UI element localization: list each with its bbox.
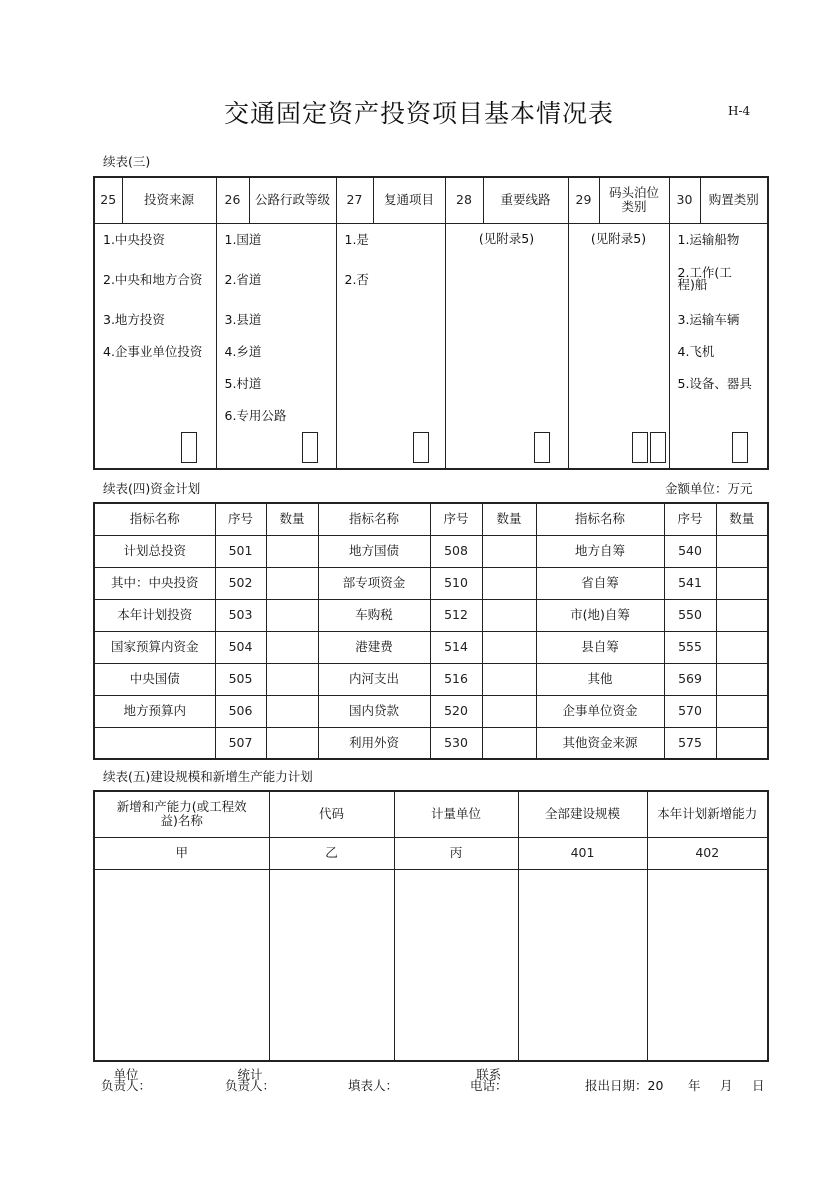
indicator-name: 内河支出 [318,663,430,695]
unit-head-field [101,1069,151,1093]
header-qty: 数量 [716,503,768,535]
indicator-seq: 505 [215,663,266,695]
col28-number: 28 [445,177,483,223]
header-name: 指标名称 [318,503,430,535]
option: 1.国道 [224,231,262,247]
col30-options [669,223,768,469]
option: 1.是 [344,231,369,247]
indicator-name: 国家预算内资金 [94,631,215,663]
header-seq: 序号 [430,503,482,535]
page-title: 交通固定资产投资项目基本情况表 [223,99,614,128]
indicator-name: 中央国债 [94,663,215,695]
indicator-seq: 541 [664,567,716,599]
header-qty: 数量 [266,503,318,535]
header-capacity-name-text: 新增和产能力(或工程效益)名称 [116,799,247,829]
indicator-seq: 569 [664,663,716,695]
option: 2.中央和地方合资 [103,271,203,287]
report-date-label: 报出日期：20 [585,1078,664,1093]
indicator-name: 地方预算内 [94,695,215,727]
code-cell: 402 [647,837,768,869]
option: 4.乡道 [224,343,262,359]
indicator-seq: 508 [430,535,482,567]
phone-field [470,1069,508,1093]
indicator-qty-input[interactable] [482,535,536,567]
col26-code-box[interactable] [302,432,318,463]
phone-line2: 电话： [470,1078,508,1093]
indicator-name: 车购税 [318,599,430,631]
indicator-seq: 520 [430,695,482,727]
indicator-qty-input[interactable] [716,535,768,567]
indicator-name: 港建费 [318,631,430,663]
indicator-qty-input[interactable] [266,663,318,695]
fund-row [94,535,768,567]
col26-number: 26 [216,177,249,223]
col27-header: 复通项目 [373,177,445,223]
col30-code-box[interactable] [732,432,748,463]
indicator-name: 地方自筹 [536,535,664,567]
indicator-name: 部专项资金 [318,567,430,599]
indicator-seq: 501 [215,535,266,567]
indicator-qty-input[interactable] [482,727,536,759]
input-cell[interactable] [647,869,768,1061]
col28-code-box[interactable] [534,432,550,463]
unit-head-line2: 负责人： [101,1078,152,1093]
indicator-name: 地方国债 [318,535,430,567]
col25-options [94,223,216,469]
indicator-seq: 502 [215,567,266,599]
indicator-name: 市(地)自筹 [536,599,664,631]
indicator-seq: 503 [215,599,266,631]
indicator-seq: 540 [664,535,716,567]
indicator-qty-input[interactable] [716,599,768,631]
section3-options-row [94,223,768,469]
col29-note: (见附录5) [590,230,647,246]
code-cell: 甲 [94,837,269,869]
col28-header: 重要线路 [483,177,568,223]
unit-head-line1: 单位 [113,1067,139,1082]
header-seq: 序号 [664,503,716,535]
amount-unit: 金额单位：万元 [665,481,753,496]
indicator-seq: 506 [215,695,266,727]
indicator-qty-input[interactable] [482,599,536,631]
header-code: 代码 [269,791,394,837]
option: 5.村道 [224,375,262,391]
option: 6.专用公路 [224,407,287,423]
indicator-seq: 507 [215,727,266,759]
indicator-seq: 512 [430,599,482,631]
header-name: 指标名称 [536,503,664,535]
col25-header: 投资来源 [122,177,216,223]
indicator-qty-input[interactable] [266,599,318,631]
indicator-name: 其中：中央投资 [94,567,215,599]
section5-code-row [94,837,768,869]
section4-label: 续表(四)资金计划 [103,481,201,496]
indicator-name: 企事单位资金 [536,695,664,727]
indicator-seq: 514 [430,631,482,663]
indicator-qty-input[interactable] [716,567,768,599]
section3-header-row [94,177,768,223]
stat-head-label [225,1069,275,1091]
indicator-qty-input[interactable] [482,631,536,663]
indicator-qty-input[interactable] [266,567,318,599]
option: 3.运输车辆 [677,311,740,327]
option: 2.省道 [224,271,262,287]
code-cell: 丙 [394,837,518,869]
filler-label: 填表人： [348,1078,399,1093]
fund-row [94,567,768,599]
indicator-qty-input[interactable] [716,727,768,759]
col28-note: (见附录5) [478,230,535,246]
option: 4.企事业单位投资 [103,343,203,359]
header-capacity-name [94,791,269,837]
indicator-name: 省自筹 [536,567,664,599]
fund-row [94,695,768,727]
indicator-name: 本年计划投资 [94,599,215,631]
option: 5.设备、器具 [677,375,752,391]
col27-number: 27 [336,177,373,223]
col29-code-box-2[interactable] [650,432,666,463]
indicator-qty-input[interactable] [482,663,536,695]
indicator-seq: 530 [430,727,482,759]
section3-table [93,176,769,470]
fund-row [94,631,768,663]
input-cell[interactable] [94,869,269,1061]
input-cell[interactable] [394,869,518,1061]
col25-number: 25 [94,177,122,223]
option: 2.否 [344,271,369,287]
indicator-qty-input[interactable] [266,631,318,663]
option: 3.地方投资 [103,311,165,327]
phone-line1: 联系 [476,1067,502,1082]
section4-table [93,502,769,760]
header-unit: 计量单位 [394,791,518,837]
indicator-seq: 510 [430,567,482,599]
section4-header-row [94,503,768,535]
indicator-seq: 550 [664,599,716,631]
indicator-qty-input[interactable] [716,695,768,727]
section3-label: 续表(三) [103,154,151,169]
fund-row [94,599,768,631]
unit-head-label [101,1069,151,1091]
col29-header [599,177,669,223]
indicator-qty-input[interactable] [266,727,318,759]
indicator-seq: 570 [664,695,716,727]
indicator-qty-input[interactable] [482,567,536,599]
month-label: 月 [720,1078,733,1093]
section5-data-row [94,869,768,1061]
col25-code-box[interactable] [181,432,197,463]
indicator-qty-input[interactable] [716,631,768,663]
indicator-qty-input[interactable] [266,535,318,567]
fund-row [94,663,768,695]
indicator-seq: 504 [215,631,266,663]
header-qty: 数量 [482,503,536,535]
option: 1.运输船物 [677,231,740,247]
indicator-qty-input[interactable] [266,695,318,727]
indicator-name: 其他资金来源 [536,727,664,759]
section5-table [93,790,769,1062]
stat-head-field [225,1069,275,1093]
header-total-scale: 全部建设规模 [518,791,647,837]
stat-head-line2: 负责人： [225,1078,276,1093]
option: 2.工作(工程)船 [677,264,732,292]
stat-head-line1: 统计 [237,1067,263,1082]
col27-options [336,223,445,469]
indicator-seq: 575 [664,727,716,759]
input-cell[interactable] [269,869,394,1061]
col29-code-box-1[interactable] [632,432,648,463]
code-cell: 乙 [269,837,394,869]
col26-header: 公路行政等级 [249,177,336,223]
option: 4.飞机 [677,343,715,359]
day-label: 日 [752,1078,765,1093]
option: 1.中央投资 [103,231,165,247]
col30-number: 30 [669,177,700,223]
phone-label [470,1069,508,1091]
col29-options [568,223,669,469]
indicator-name: 国内贷款 [318,695,430,727]
indicator-name: 其他 [536,663,664,695]
indicator-name: 县自筹 [536,631,664,663]
option: 3.县道 [224,311,262,327]
year-label: 年 [688,1078,701,1093]
code-cell: 401 [518,837,647,869]
fund-row [94,727,768,759]
indicator-name: 计划总投资 [94,535,215,567]
section5-header-row [94,791,768,837]
indicator-qty-input[interactable] [482,695,536,727]
header-name: 指标名称 [94,503,215,535]
header-seq: 序号 [215,503,266,535]
col26-options [216,223,336,469]
indicator-name [94,727,215,759]
form-number: H-4 [728,104,751,118]
header-new-capacity: 本年计划新增能力 [647,791,768,837]
indicator-name: 利用外资 [318,727,430,759]
col27-code-box[interactable] [413,432,429,463]
indicator-qty-input[interactable] [716,663,768,695]
col29-number: 29 [568,177,599,223]
indicator-seq: 555 [664,631,716,663]
input-cell[interactable] [518,869,647,1061]
indicator-seq: 516 [430,663,482,695]
col28-options [445,223,568,469]
section5-label: 续表(五)建设规模和新增生产能力计划 [103,769,313,784]
col29-header-text: 码头泊位类别 [608,185,659,215]
col30-header: 购置类别 [700,177,768,223]
